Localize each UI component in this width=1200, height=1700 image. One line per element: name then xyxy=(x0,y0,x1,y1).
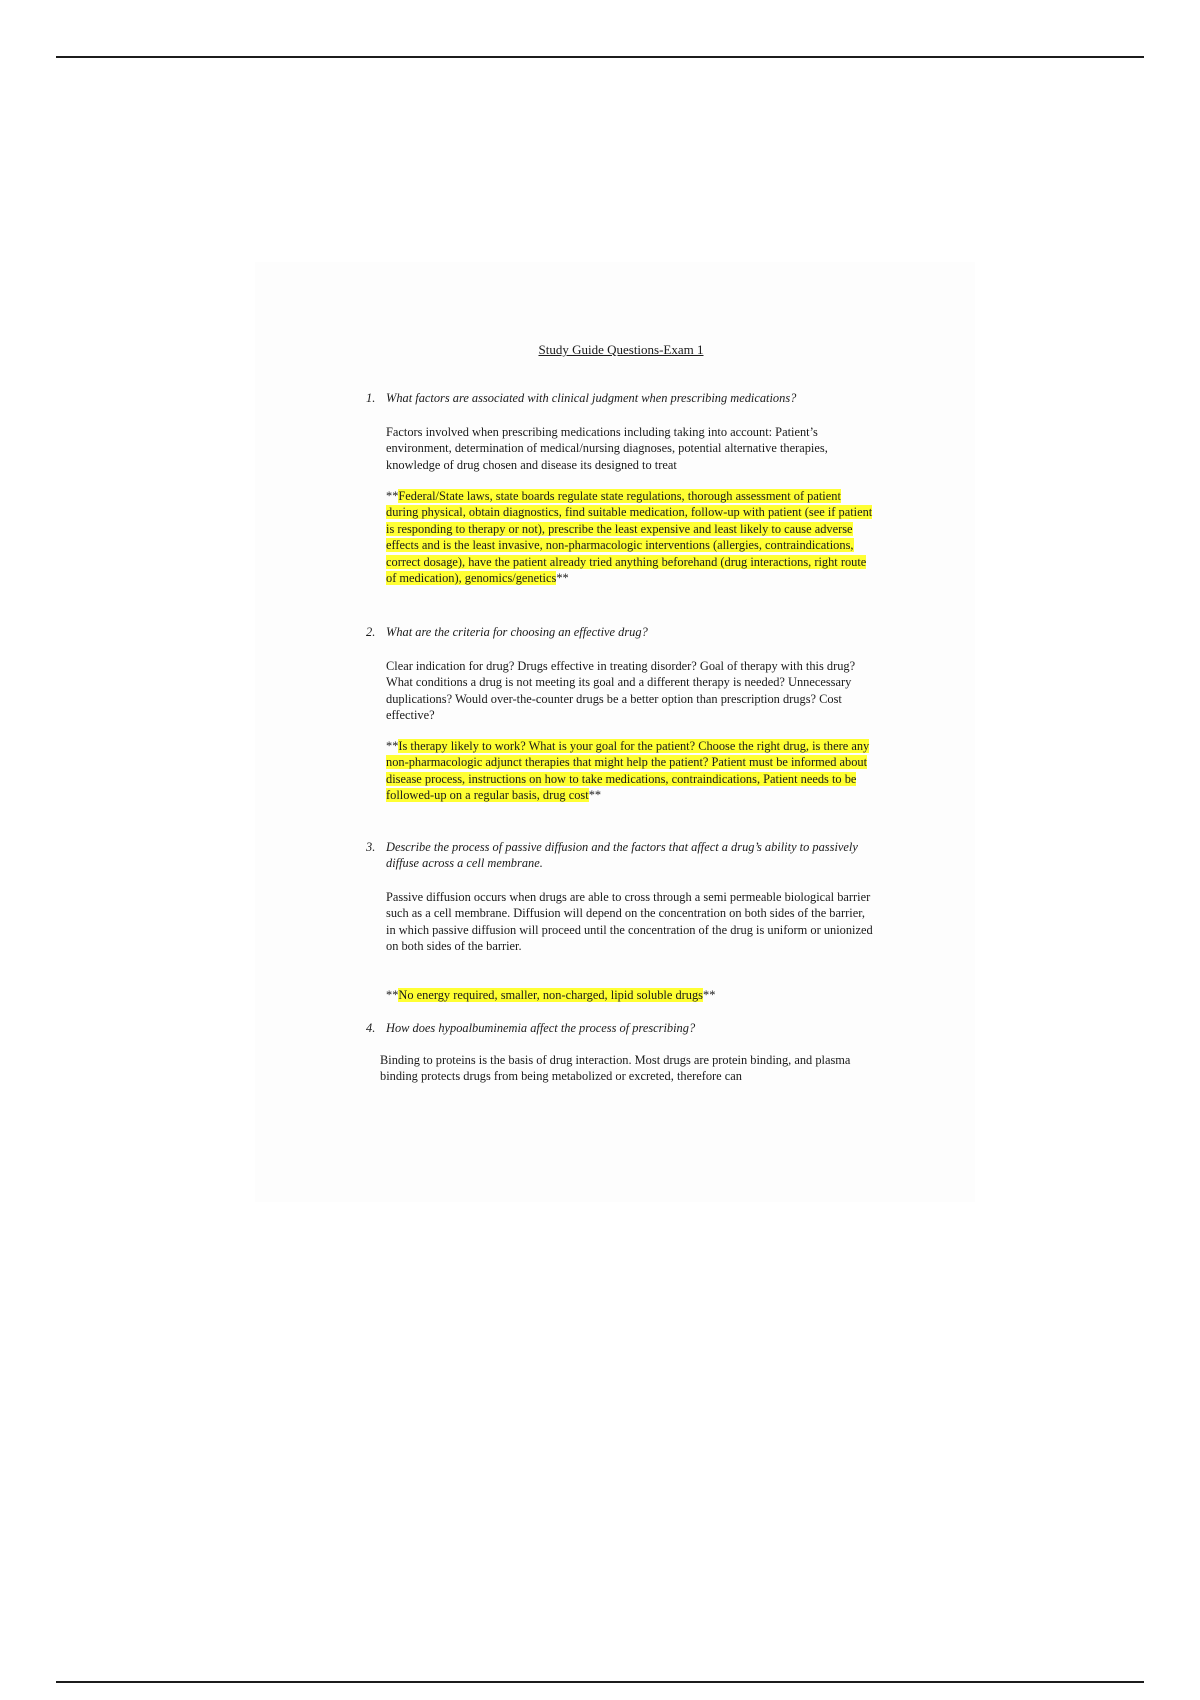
top-rule xyxy=(56,56,1144,58)
question-number: 1. xyxy=(366,391,376,405)
answer-4: Binding to proteins is the basis of drug interaction. Most drugs are protein binding, and plasma binding protects drugs from being metabolized or excreted, therefore can xyxy=(380,1053,851,1084)
note-suffix: ** xyxy=(556,571,569,586)
question-text: How does hypoalbuminemia affect the process of prescribing? xyxy=(386,1021,696,1035)
note-3 xyxy=(386,987,876,1003)
question-number: 2. xyxy=(366,625,376,639)
question-text: What factors are associated with clinical judgment when prescribing medications? xyxy=(386,391,797,405)
question-text: Describe the process of passive diffusion and the factors that affect a drug’s ability to passively diffuse across a cell membrane. xyxy=(386,840,858,871)
document-title: Study Guide Questions-Exam 1 xyxy=(538,342,704,357)
note-2 xyxy=(386,738,876,804)
note-prefix: ** xyxy=(386,988,399,1002)
note-1 xyxy=(386,488,876,586)
bottom-rule xyxy=(56,1681,1144,1683)
answer-1: Factors involved when prescribing medications including taking into account: Patient’s environment, determination of medical/nursing diagnoses, potential alternative therapies, knowledge of drug chosen and disease its designed to treat xyxy=(386,425,828,472)
highlighted-note: Federal/State laws, state boards regulate state regulations, thorough assessment of patient during physical, obtain diagnostics, find suitable medication, follow-up with patient (see if patient is responding to therapy or not), prescribe the least expensive and least likely to cause adverse effects and is the least invasive, non-pharmacologic interventions (allergies, contraindications, correct dosage), have the patient already tried anything beforehand (drug interactions, right route of medication), genomics/genetics xyxy=(386,489,873,586)
note-suffix: ** xyxy=(703,988,716,1002)
question-4 xyxy=(366,1020,876,1036)
question-3 xyxy=(366,839,876,872)
question-2 xyxy=(366,624,876,640)
question-number: 3. xyxy=(366,840,376,854)
highlighted-note: No energy required, smaller, non-charged, lipid soluble drugs xyxy=(398,988,703,1002)
note-prefix: ** xyxy=(386,489,399,503)
answer-3: Passive diffusion occurs when drugs are able to cross through a semi permeable biological barrier such as a cell membrane. Diffusion will depend on the concentration on both sides of the barrier, in which passive diffusion will proceed until the concentration of the drug is uniform or unionized on both sides of the barrier. xyxy=(386,890,873,954)
note-prefix: ** xyxy=(386,739,399,753)
question-1 xyxy=(366,390,876,406)
highlighted-note: Is therapy likely to work? What is your goal for the patient? Choose the right drug, is there any non-pharmacologic adjunct therapies that might help the patient? Patient must be informed about disease process, instructions on how to take medications, contraindications, Patient needs to be followed-up on a regular basis, drug cost xyxy=(386,739,870,803)
note-suffix: ** xyxy=(588,788,602,803)
question-text: What are the criteria for choosing an effective drug? xyxy=(386,625,648,639)
question-number: 4. xyxy=(366,1021,376,1035)
answer-2: Clear indication for drug? Drugs effective in treating disorder? Goal of therapy with this drug? What conditions a drug is not meeting its goal and a different therapy is needed? Unnecessary duplications? Would over-the-counter drugs be a better option than prescription drugs? Cost effective? xyxy=(386,659,856,723)
